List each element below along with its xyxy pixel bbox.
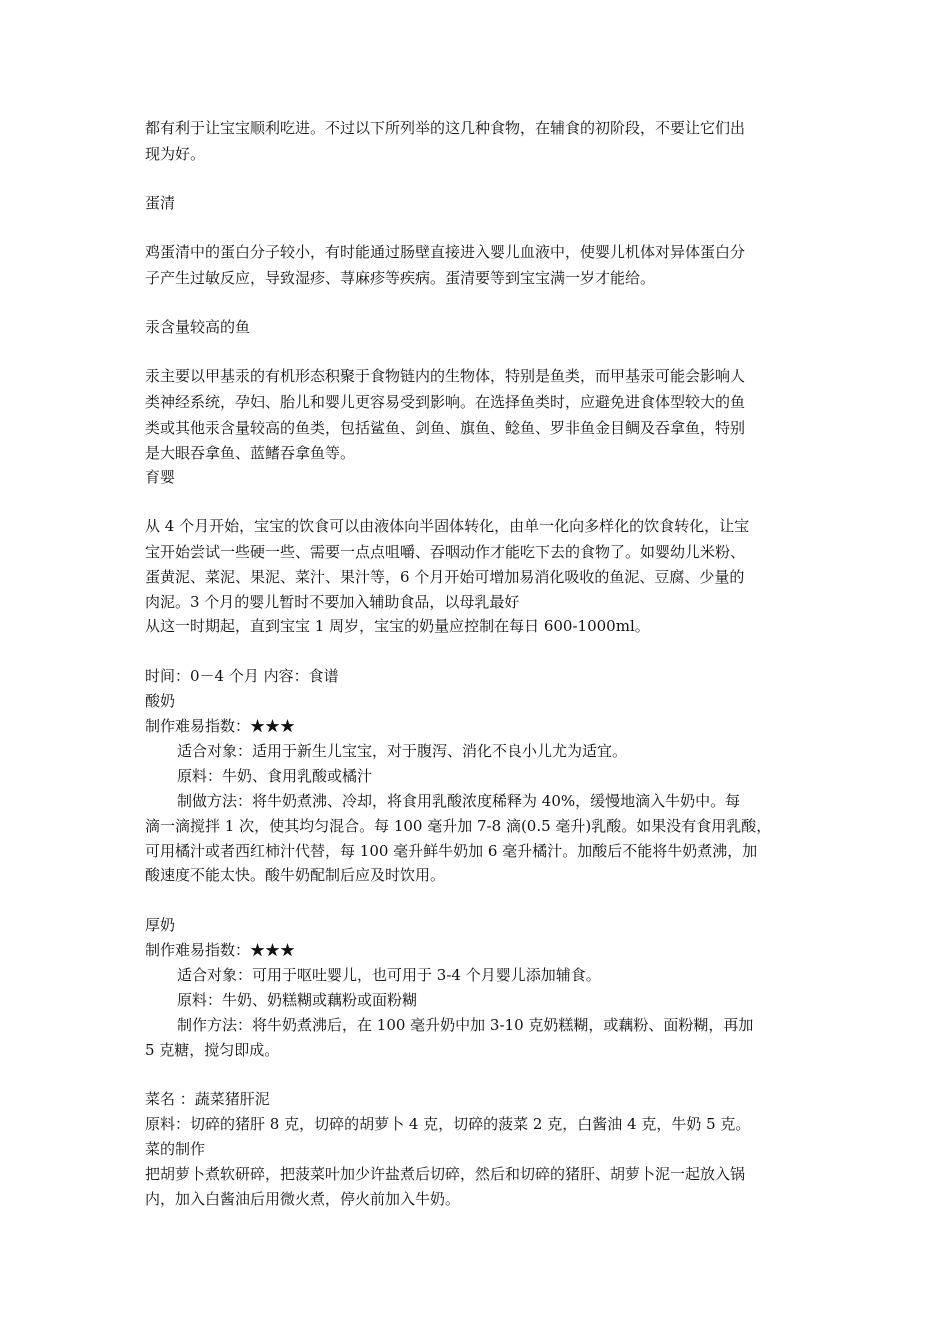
- text-line: 原料：牛奶、食用乳酸或橘汁: [177, 767, 373, 785]
- text-line: 内，加入白酱油后用微火煮，停火前加入牛奶。: [145, 1190, 461, 1208]
- text-line: 类神经系统，孕妇、胎儿和婴儿更容易受到影响。在选择鱼类时，应避免进食体型较大的鱼: [145, 393, 746, 411]
- text-line: 适合对象：可用于呕吐婴儿，也可用于 3-4 个月婴儿添加辅食。: [177, 966, 601, 984]
- text-line: 制做方法：将牛奶煮沸、冷却，将食用乳酸浓度稀释为 40%，缓慢地滴入牛奶中。每: [177, 792, 741, 810]
- section-heading: 菜的制作: [145, 1140, 206, 1158]
- difficulty-rating: 制作难易指数：★★★: [145, 941, 296, 959]
- text-line: 子产生过敏反应，导致湿疹、荨麻疹等疾病。蛋清要等到宝宝满一岁才能给。: [145, 269, 656, 287]
- text-line: 从 4 个月开始，宝宝的饮食可以由液体向半固体转化，由单一化向多样化的饮食转化，让宝: [145, 517, 750, 535]
- text-line: 制作方法：将牛奶煮沸后，在 100 毫升奶中加 3-10 克奶糕糊，或藕粉、面粉糊，再加: [177, 1016, 754, 1034]
- recipe-title: 菜名 ：蔬菜猪肝泥: [145, 1090, 270, 1108]
- difficulty-rating: 制作难易指数：★★★: [145, 717, 296, 735]
- text-line: 都有利于让宝宝顺利吃进。不过以下所列举的这几种食物，在辅食的初阶段，不要让它们出: [145, 119, 746, 137]
- text-line: 类或其他汞含量较高的鱼类，包括鲨鱼、剑鱼、旗鱼、鲶鱼、罗非鱼金目鲷及吞拿鱼，特别: [145, 419, 746, 437]
- text-line: 可用橘汁或者西红柿汁代替，每 100 毫升鲜牛奶加 6 毫升橘汁。加酸后不能将牛奶煮沸，加: [145, 842, 758, 860]
- text-line: 肉泥。3 个月的婴儿暂时不要加入辅助食品，以母乳最好: [145, 593, 520, 611]
- text-line: 滴一滴搅拌 1 次，使其均匀混合。每 100 毫升加 7-8 滴(0.5 毫升)乳酸。如果没有食用乳酸，: [145, 817, 772, 835]
- text-line: 汞主要以甲基汞的有机形态积聚于食物链内的生物体，特别是鱼类，而甲基汞可能会影响人: [145, 367, 746, 385]
- section-heading: 蛋清: [145, 194, 176, 212]
- text-line: 5 克糖，搅匀即成。: [145, 1041, 280, 1059]
- text-line: 时间：0－4 个月 内容：食谱: [145, 667, 339, 685]
- text-line: 把胡萝卜煮软研碎，把菠菜叶加少许盐煮后切碎，然后和切碎的猪肝、胡萝卜泥一起放入锅: [145, 1165, 746, 1183]
- section-heading: 汞含量较高的鱼: [145, 318, 251, 336]
- text-line: 是大眼吞拿鱼、蓝鳍吞拿鱼等。: [145, 444, 356, 462]
- text-line: 适合对象：适用于新生儿宝宝，对于腹泻、消化不良小儿尤为适宜。: [177, 742, 628, 760]
- text-line: 原料：牛奶、奶糕糊或藕粉或面粉糊: [177, 991, 418, 1009]
- text-line: 蛋黄泥、菜泥、果泥、菜汁、果汁等，6 个月开始可增加易消化吸收的鱼泥、豆腐、少量的: [145, 568, 745, 586]
- text-line: 酸速度不能太快。酸牛奶配制后应及时饮用。: [145, 866, 446, 884]
- text-line: 鸡蛋清中的蛋白分子较小，有时能通过肠壁直接进入婴儿血液中，使婴儿机体对异体蛋白分: [145, 243, 746, 261]
- text-line: 从这一时期起，直到宝宝 1 周岁，宝宝的奶量应控制在每日 600-1000ml。: [145, 617, 650, 635]
- recipe-title: 厚奶: [145, 916, 176, 934]
- recipe-title: 酸奶: [145, 692, 176, 710]
- text-line: 宝开始尝试一些硬一些、需要一点点咀嚼、吞咽动作才能吃下去的食物了。如婴幼儿米粉、: [145, 543, 746, 561]
- text-line: 原料：切碎的猪肝 8 克，切碎的胡萝卜 4 克，切碎的菠菜 2 克，白酱油 4 克，牛奶 5 克。: [145, 1115, 751, 1133]
- text-line: 现为好。: [145, 145, 206, 163]
- section-heading: 育婴: [145, 468, 176, 486]
